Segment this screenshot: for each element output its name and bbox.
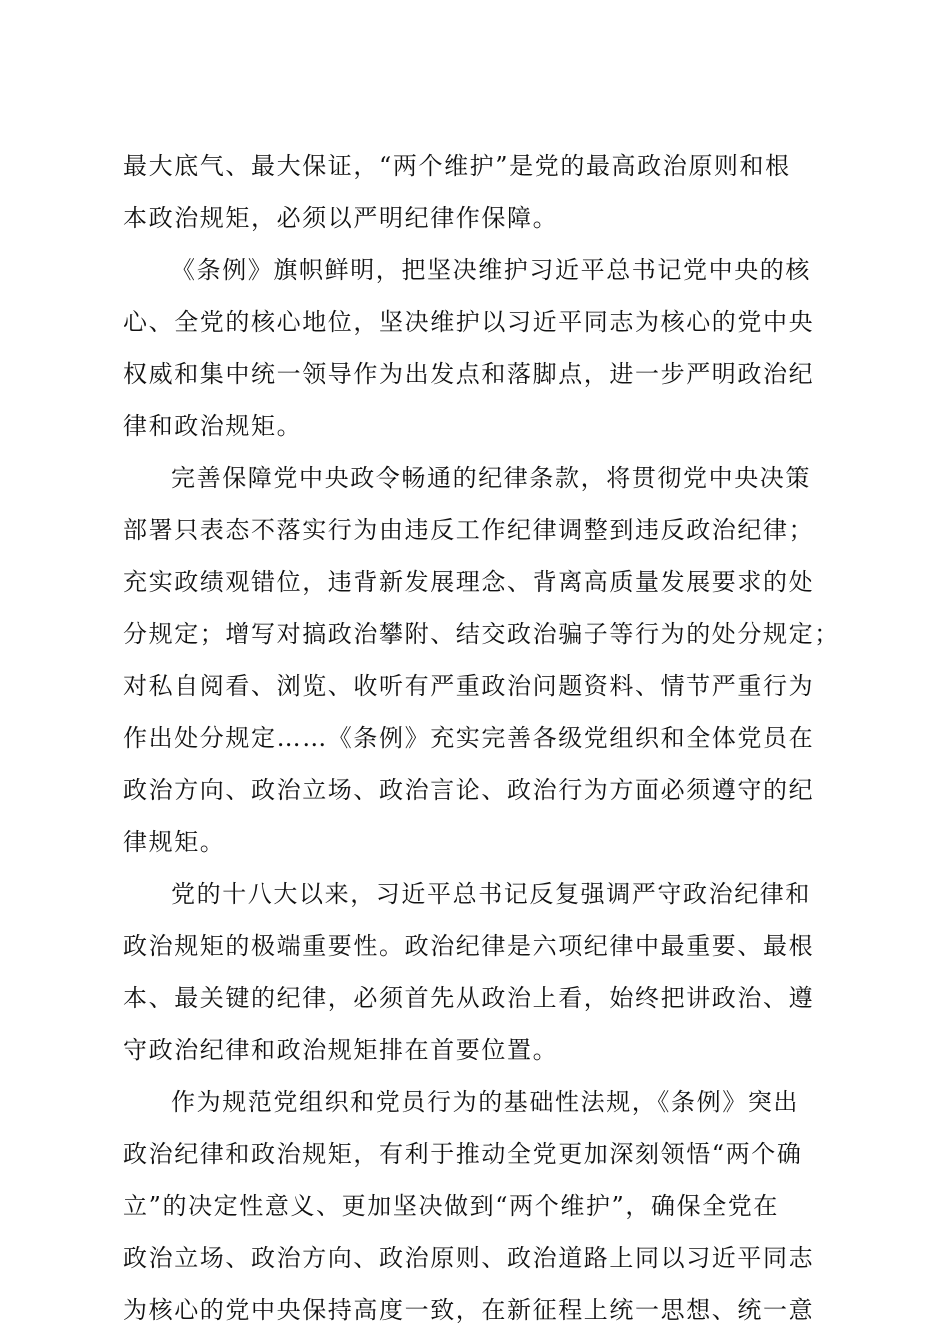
paragraph-1-line-2: 本政治规矩，必须以严明纪律作保障。 <box>123 204 559 232</box>
paragraph-4-line-1: 党的十八大以来，习近平总书记反复强调严守政治纪律和 <box>171 880 811 908</box>
paragraph-5-line-5: 为核心的党中央保持高度一致，在新征程上统一思想、统一意 <box>123 1296 815 1324</box>
paragraph-5-line-3: 立”的决定性意义、更加坚决做到“两个维护”，确保全党在 <box>123 1192 780 1220</box>
paragraph-4-line-2: 政治规矩的极端重要性。政治纪律是六项纪律中最重要、最根 <box>123 932 815 960</box>
paragraph-3-line-7: 政治方向、政治立场、政治言论、政治行为方面必须遵守的纪 <box>123 776 815 804</box>
paragraph-4-line-4: 守政治纪律和政治规矩排在首要位置。 <box>123 1036 559 1064</box>
paragraph-5-line-4: 政治立场、政治方向、政治原则、政治道路上同以习近平同志 <box>123 1244 815 1272</box>
paragraph-4-line-3: 本、最关键的纪律，必须首先从政治上看，始终把讲政治、遵 <box>123 984 815 1012</box>
paragraph-3-line-6: 作出处分规定……《条例》充实完善各级党组织和全体党员在 <box>123 724 815 752</box>
paragraph-2-line-1: 《条例》旗帜鲜明，把坚决维护习近平总书记党中央的核 <box>171 256 811 284</box>
paragraph-3-line-3: 充实政绩观错位，违背新发展理念、背离高质量发展要求的处 <box>123 568 815 596</box>
paragraph-2-line-3: 权威和集中统一领导作为出发点和落脚点，进一步严明政治纪 <box>123 360 815 388</box>
paragraph-5-line-1: 作为规范党组织和党员行为的基础性法规，《条例》突出 <box>171 1088 799 1116</box>
document-body <box>123 140 838 1336</box>
paragraph-1-line-1: 最大底气、最大保证，“两个维护”是党的最高政治原则和根 <box>123 152 791 180</box>
paragraph-3-line-2: 部署只表态不落实行为由违反工作纪律调整到违反政治纪律； <box>123 516 815 544</box>
paragraph-3-line-8: 律规矩。 <box>123 828 226 856</box>
paragraph-3-line-4: 分规定；增写对搞政治攀附、结交政治骗子等行为的处分规定； <box>123 620 840 648</box>
paragraph-2-line-2: 心、全党的核心地位，坚决维护以习近平同志为核心的党中央 <box>123 308 815 336</box>
paragraph-3-line-1: 完善保障党中央政令畅通的纪律条款，将贯彻党中央决策 <box>171 464 811 492</box>
paragraph-2-line-4: 律和政治规矩。 <box>123 412 303 440</box>
paragraph-5-line-2: 政治纪律和政治规矩，有利于推动全党更加深刻领悟“两个确 <box>123 1140 803 1168</box>
paragraph-3-line-5: 对私自阅看、浏览、收听有严重政治问题资料、情节严重行为 <box>123 672 815 700</box>
